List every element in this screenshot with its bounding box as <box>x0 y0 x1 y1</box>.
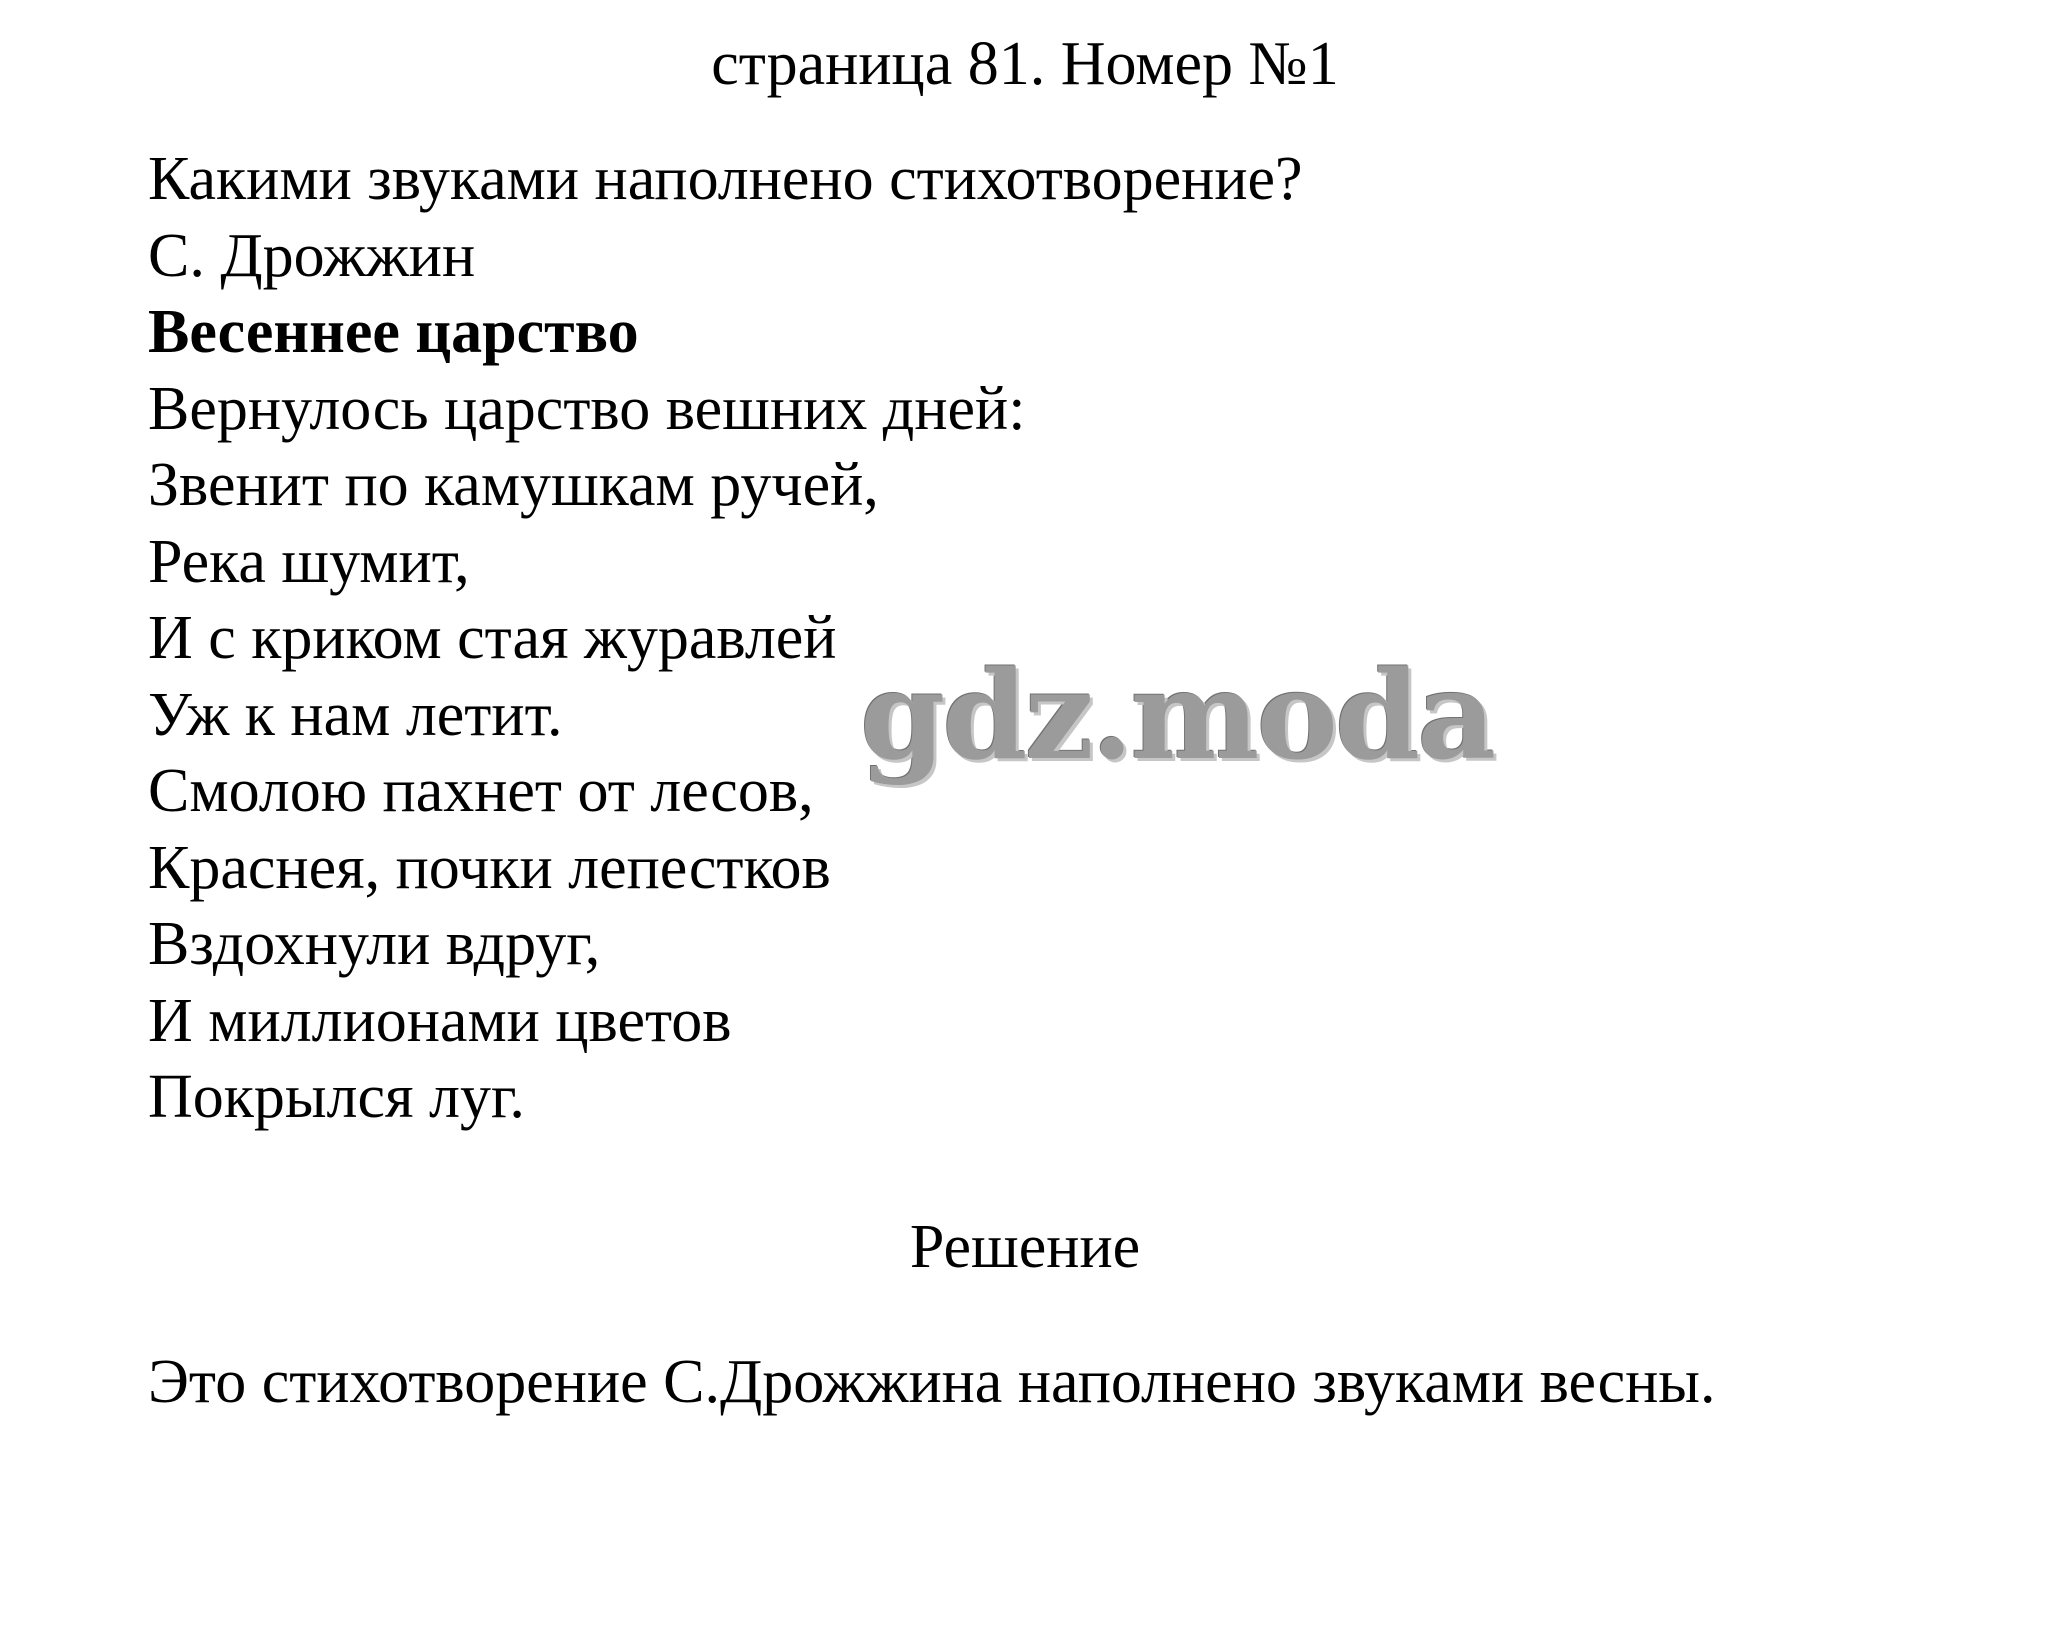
poem-line: Река шумит, <box>148 527 470 596</box>
poem-line: Звенит по камушкам ручей, <box>148 451 879 519</box>
poem-line: Покрылся луг. <box>148 1063 525 1131</box>
poem-line: Уж к нам летит. <box>148 680 563 749</box>
watermark-logo: gdz.moda <box>860 643 1494 787</box>
solution-answer: Это стихотворение С.Дрожжина наполнено звуками весны. <box>148 1348 1716 1416</box>
poem-line: Краснея, почки лепестков <box>148 833 831 902</box>
poem-line: Вздохнули вдруг, <box>148 910 601 978</box>
poem-title: Весеннее царство <box>148 298 639 366</box>
poem-line: И миллионами цветов <box>148 986 732 1055</box>
poem-author: С. Дрожжин <box>148 221 476 290</box>
poem-line: Вернулось царство вешних дней: <box>148 374 1026 443</box>
poem-line: Смолою пахнет от лесов, <box>148 757 814 825</box>
task-content <box>148 141 1303 1136</box>
question-text: Какими звуками наполнено стихотворение? <box>148 145 1303 213</box>
solution-heading: Решение <box>909 1213 1141 1281</box>
page-title: страница 81. Номер №1 <box>711 30 1339 98</box>
poem-line: И с криком стая журавлей <box>148 604 837 672</box>
